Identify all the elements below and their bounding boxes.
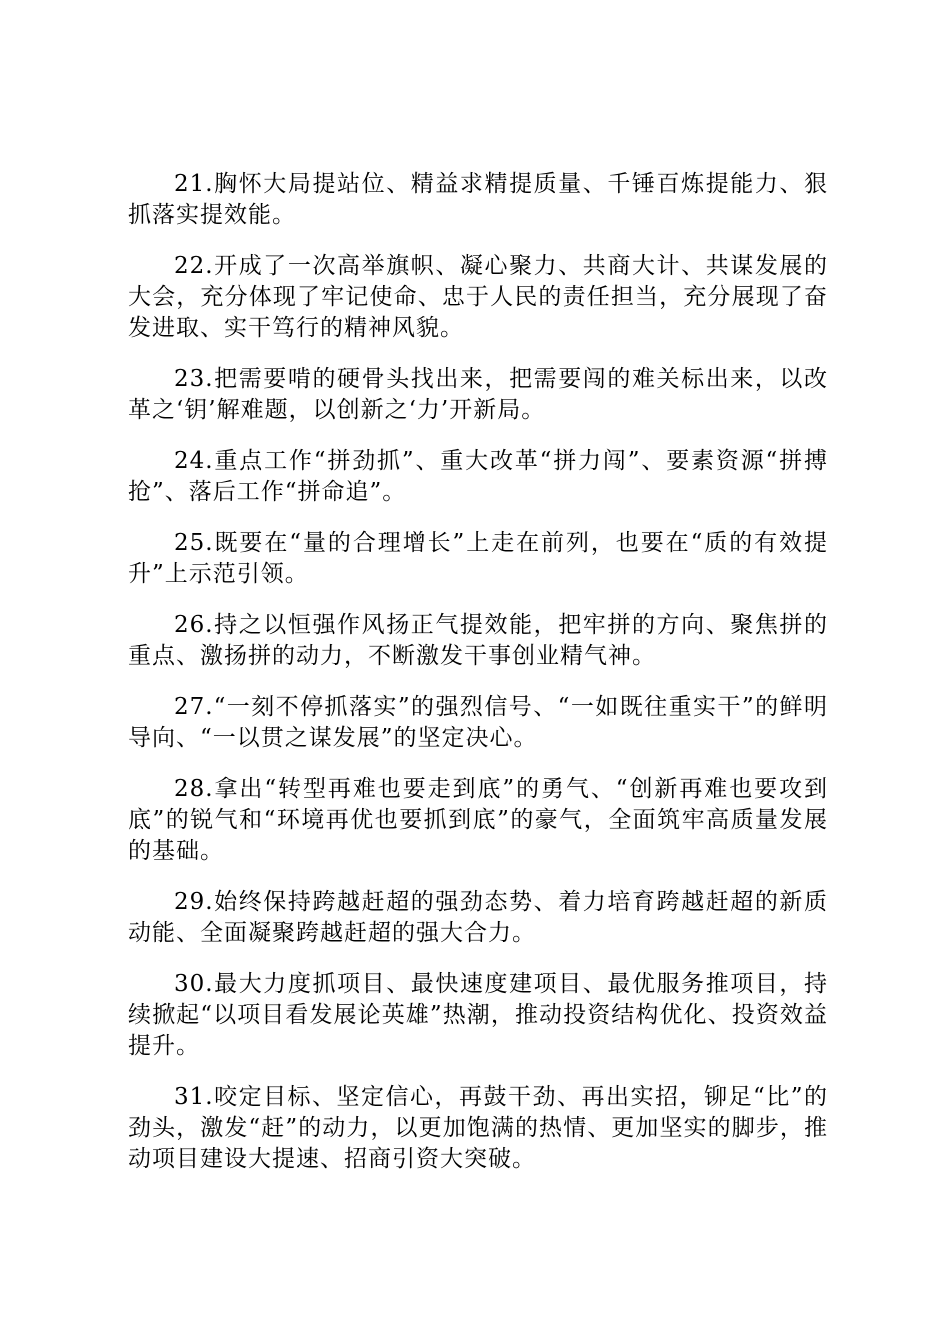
paragraph-30: 30.最大力度抓项目、最快速度建项目、最优服务推项目，持续掀起“以项目看发展论英雄”热潮，推动投资结构优化、投资效益提升。 xyxy=(128,971,828,1059)
paragraph-21: 21.胸怀大局提站位、精益求精提质量、千锤百炼提能力、狠抓落实提效能。 xyxy=(128,171,828,228)
paragraph-24: 24.重点工作“拼劲抓”、重大改革“拼力闯”、要素资源“拼搏抢”、落后工作“拼命追”。 xyxy=(128,448,828,505)
paragraph-25: 25.既要在“量的合理增长”上走在前列，也要在“质的有效提升”上示范引领。 xyxy=(128,530,828,587)
paragraph-29: 29.始终保持跨越赶超的强劲态势、着力培育跨越赶超的新质动能、全面凝聚跨越赶超的强大合力。 xyxy=(128,889,828,946)
document-body xyxy=(128,169,828,1195)
paragraph-26: 26.持之以恒强作风扬正气提效能，把牢拼的方向、聚焦拼的重点、激扬拼的动力，不断激发干事创业精气神。 xyxy=(128,612,828,669)
paragraph-23: 23.把需要啃的硬骨头找出来，把需要闯的难关标出来，以改革之‘钥’解难题，以创新之‘力’开新局。 xyxy=(128,366,828,423)
paragraph-28: 28.拿出“转型再难也要走到底”的勇气、“创新再难也要攻到底”的锐气和“环境再优也要抓到底”的豪气，全面筑牢高质量发展的基础。 xyxy=(128,776,828,864)
paragraph-27: 27.“一刻不停抓落实”的强烈信号、“一如既往重实干”的鲜明导向、“一以贯之谋发展”的坚定决心。 xyxy=(128,694,828,751)
paragraph-31: 31.咬定目标、坚定信心，再鼓干劲、再出实招，铆足“比”的劲头，激发“赶”的动力，以更加饱满的热情、更加坚实的脚步，推动项目建设大提速、招商引资大突破。 xyxy=(128,1084,828,1172)
paragraph-22: 22.开成了一次高举旗帜、凝心聚力、共商大计、共谋发展的大会，充分体现了牢记使命、忠于人民的责任担当，充分展现了奋发进取、实干笃行的精神风貌。 xyxy=(128,253,828,341)
